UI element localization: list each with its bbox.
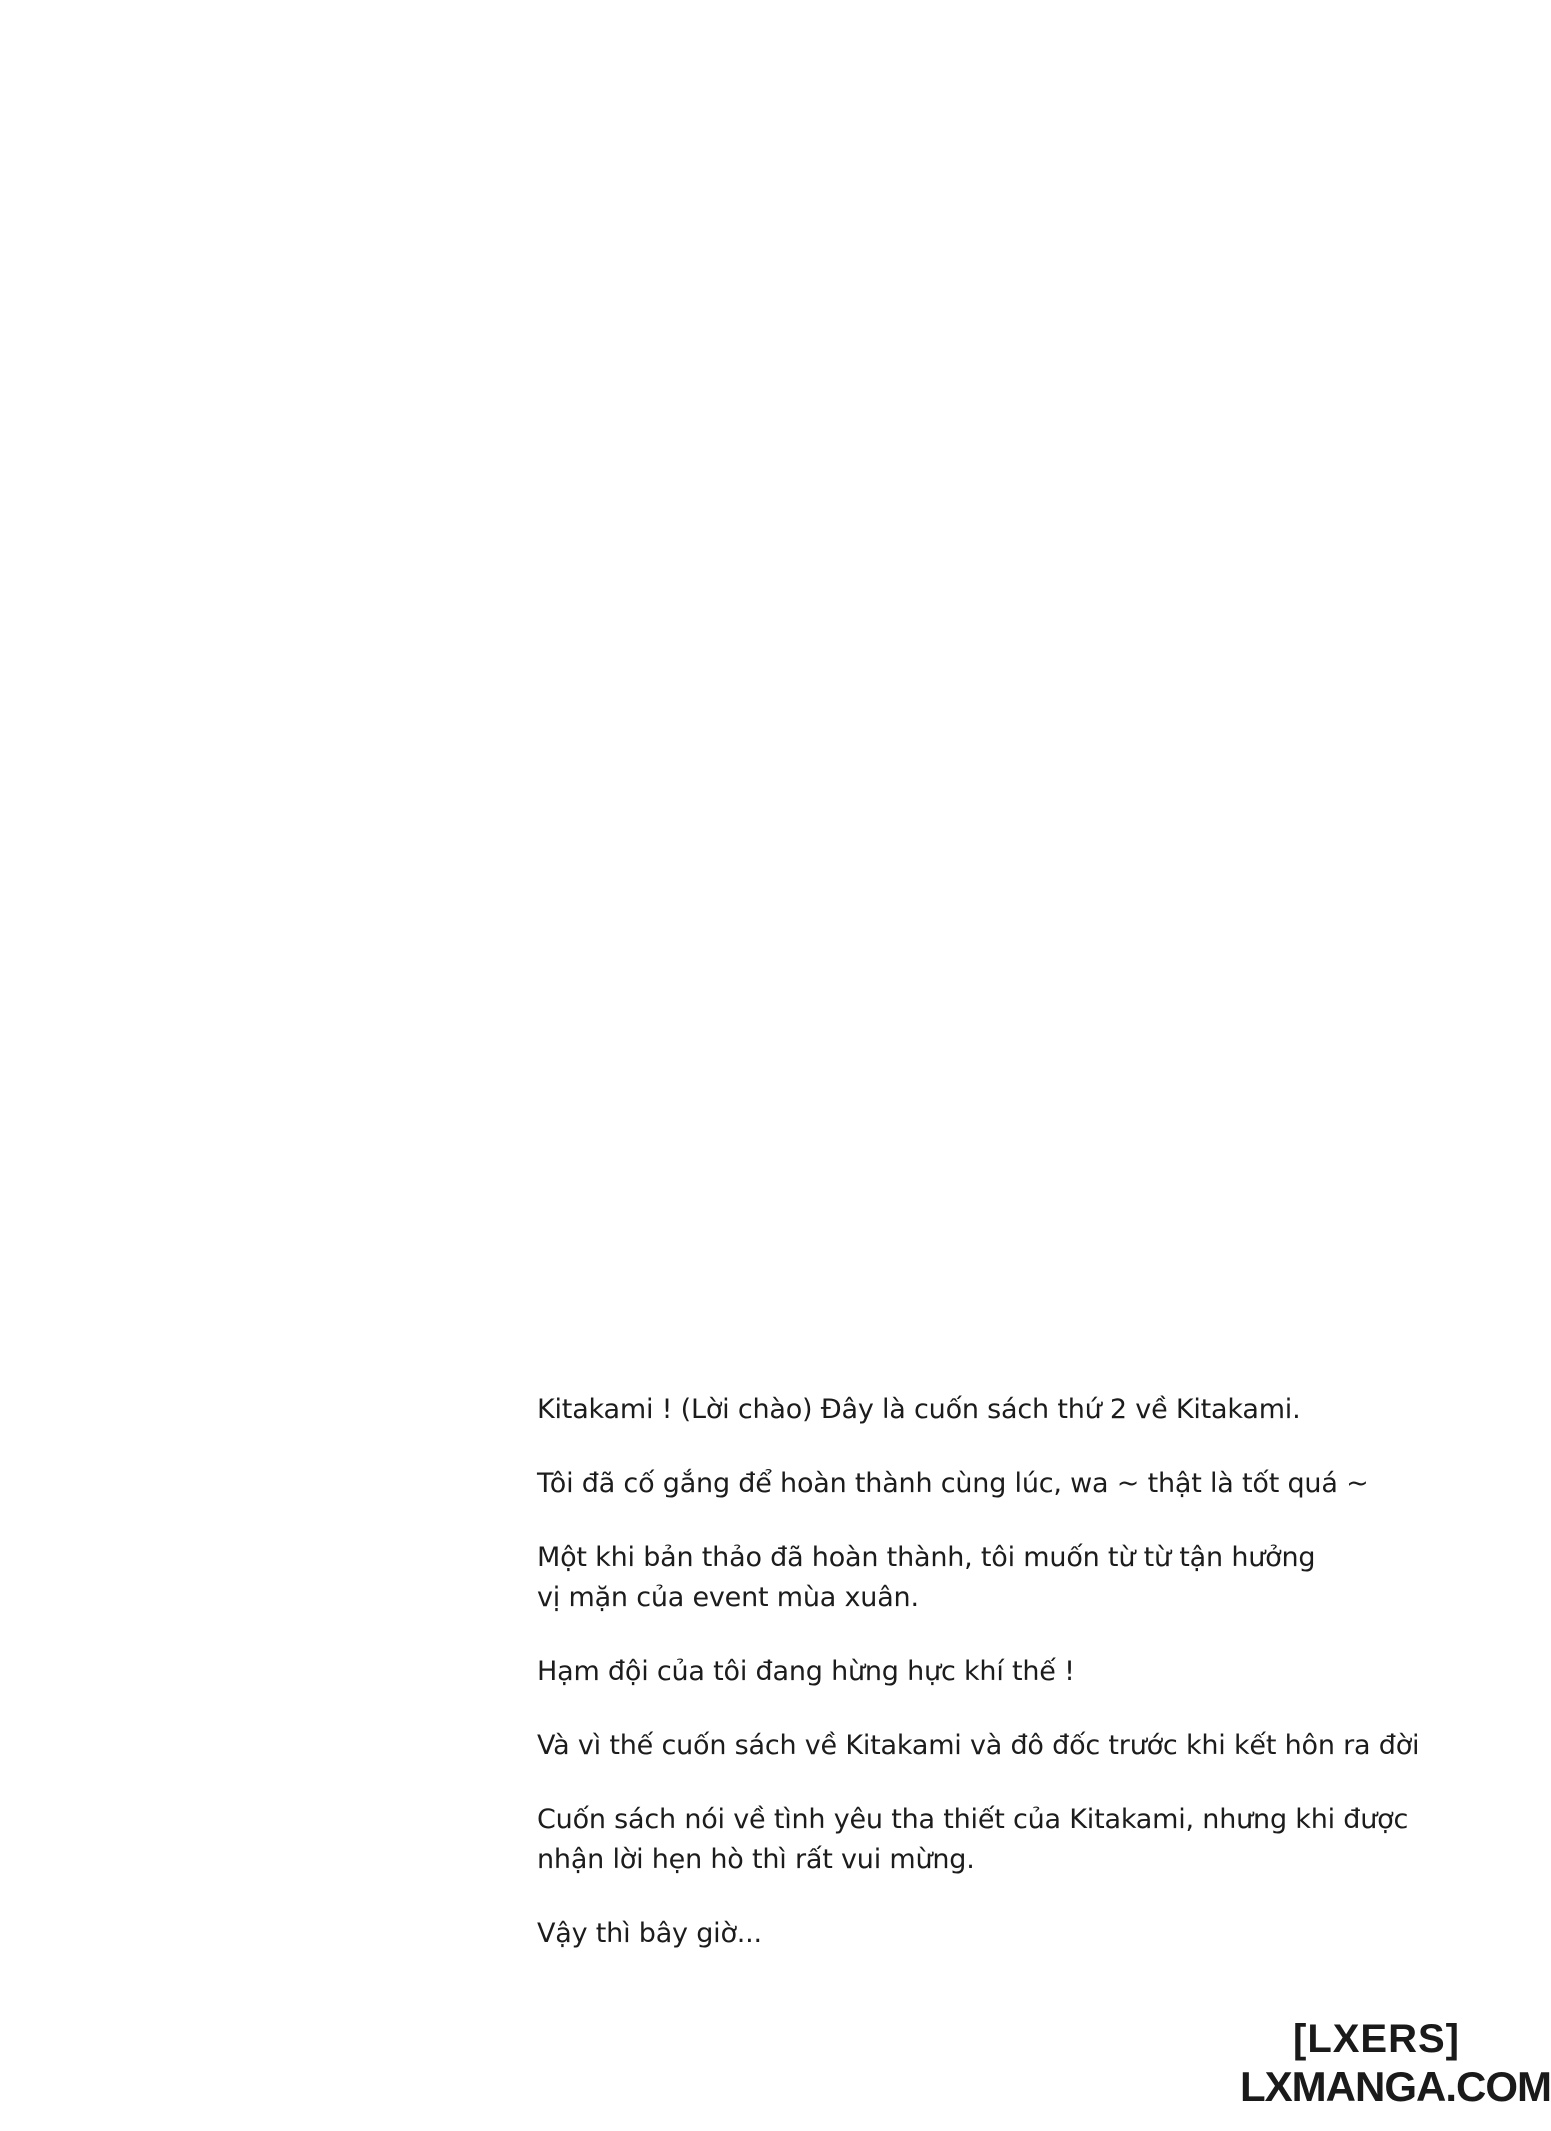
text-line: Một khi bản thảo đã hoàn thành, tôi muốn từ từ tận hưởng: [537, 1542, 1316, 1573]
text-line: vị mặn của event mùa xuân.: [537, 1582, 919, 1613]
text-line: nhận lời hẹn hò thì rất vui mừng.: [537, 1844, 975, 1875]
text-line: Và vì thế cuốn sách về Kitakami và đô đốc trước khi kết hôn ra đời: [537, 1730, 1420, 1761]
text-line: Tôi đã cố gắng để hoàn thành cùng lúc, wa ~ thật là tốt quá ~: [537, 1468, 1369, 1499]
afterword-paragraph-7: [537, 1914, 1437, 1954]
text-line: Kitakami ! (Lời chào) Đây là cuốn sách thứ 2 về Kitakami.: [537, 1394, 1301, 1425]
afterword-paragraph-6: [537, 1800, 1437, 1880]
text-line: Cuốn sách nói về tình yêu tha thiết của Kitakami, nhưng khi được: [537, 1804, 1409, 1835]
afterword-paragraph-5: [537, 1726, 1437, 1766]
scanlation-watermark: [1240, 2016, 1551, 2112]
afterword-text: [537, 1390, 1437, 1988]
watermark-group-name: [LXERS]: [1293, 2017, 1460, 2061]
afterword-paragraph-4: [537, 1652, 1437, 1692]
text-line: Hạm đội của tôi đang hừng hực khí thế !: [537, 1656, 1075, 1687]
text-line: Vậy thì bây giờ...: [537, 1918, 762, 1949]
afterword-paragraph-2: [537, 1464, 1437, 1504]
afterword-paragraph-3: [537, 1538, 1437, 1618]
afterword-paragraph-1: [537, 1390, 1437, 1430]
watermark-site-name: LXMANGA.COM: [1240, 2063, 1551, 2110]
